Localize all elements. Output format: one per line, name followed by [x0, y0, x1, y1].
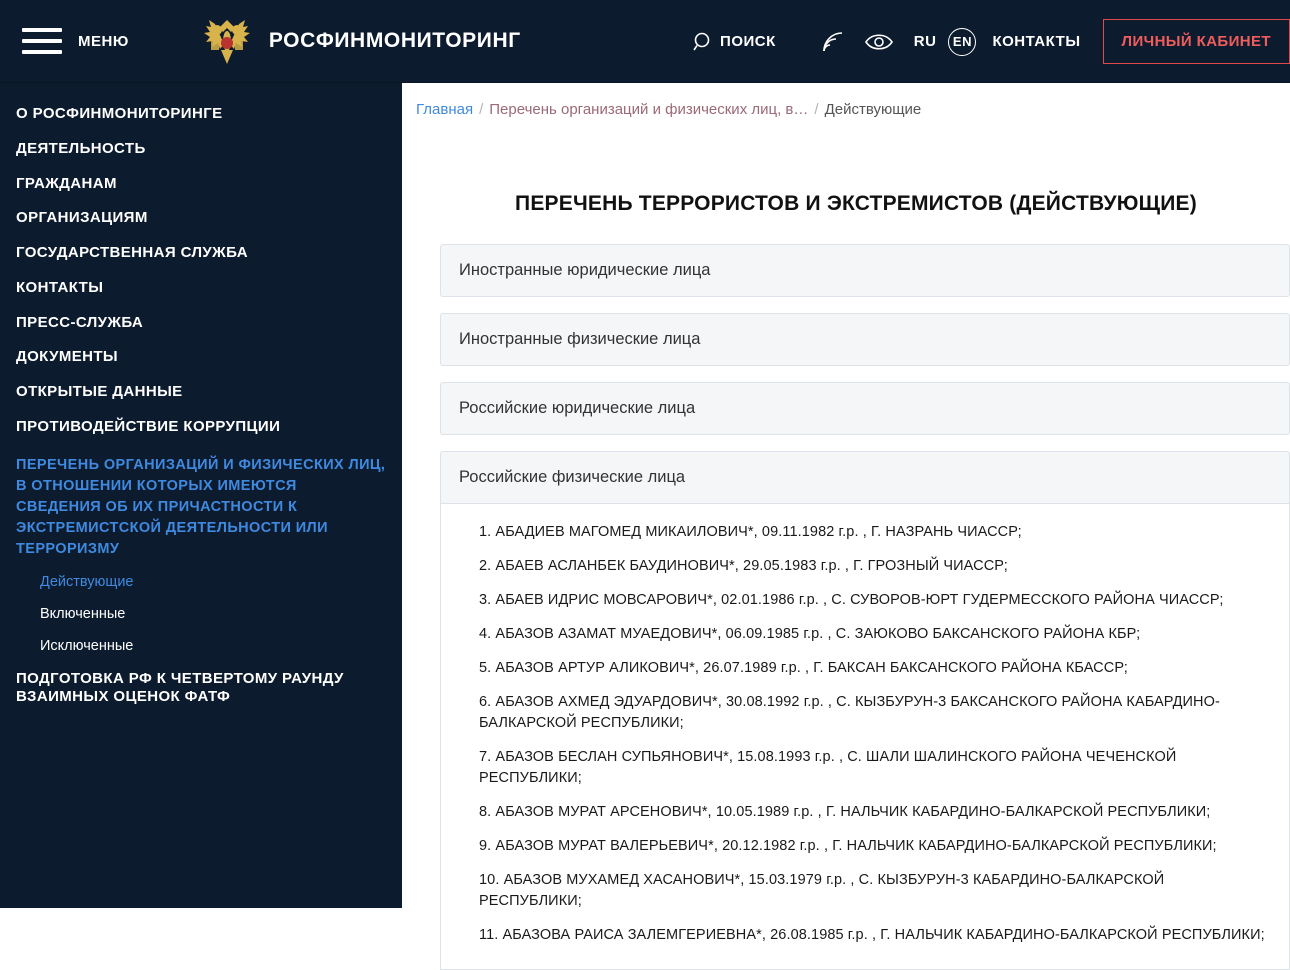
sidebar-item-press[interactable]: ПРЕСС-СЛУЖБА [16, 313, 144, 331]
sidebar-item-open-data[interactable]: ОТКРЫТЫЕ ДАННЫЕ [16, 383, 183, 400]
sidebar-item-list-of-persons[interactable]: ПЕРЕЧЕНЬ ОРГАНИЗАЦИЙ И ФИЗИЧЕСКИХ ЛИЦ, В ОТНОШЕНИИ КОТОРЫХ ИМЕЮТСЯ СВЕДЕНИЯ ОБ ИХ ПРИЧАСТНОСТИ К ЭКСТРЕМИСТСКОЙ ДЕЯТЕЛЬНОСТИ ИЛИ ТЕРРОРИЗМУ [16, 456, 386, 557]
accordion-foreign-individuals[interactable]: Иностранные физические лица [440, 313, 1290, 366]
list-item: 3. АБАЕВ ИДРИС МОВСАРОВИЧ*, 02.01.1986 г.р. , С. СУВОРОВ-ЮРТ ГУДЕРМЕССКОГО РАЙОНА ЧИАССР; [479, 592, 1224, 609]
lang-switch-en[interactable]: EN [948, 28, 976, 56]
accordion-foreign-legal-entities[interactable]: Иностранные юридические лица [440, 244, 1290, 297]
menu-burger-icon[interactable] [22, 28, 62, 54]
accordion-russian-legal-entities[interactable]: Российские юридические лица [440, 382, 1290, 435]
breadcrumb-home[interactable]: Главная [416, 101, 474, 118]
search-label: ПОИСК [720, 33, 776, 50]
sidebar-item-organizations[interactable]: ОРГАНИЗАЦИЯМ [16, 209, 148, 227]
content-card [422, 142, 1290, 970]
search-icon [692, 30, 716, 54]
list-item: 5. АБАЗОВ АРТУР АЛИКОВИЧ*, 26.07.1989 г.р. , Г. БАКСАН БАКСАНСКОГО РАЙОНА КБАССР; [479, 660, 1128, 677]
eye-icon[interactable] [864, 31, 894, 53]
site-header [0, 0, 1290, 83]
sidebar-item-civil-service[interactable]: ГОСУДАРСТВЕННАЯ СЛУЖБА [16, 244, 248, 261]
breadcrumb-separator-1: / [479, 101, 484, 118]
page-body [0, 83, 1290, 944]
double-eagle-emblem-icon [197, 10, 257, 72]
sidebar-item-anticorruption[interactable]: ПРОТИВОДЕЙСТВИЕ КОРРУПЦИИ [16, 417, 281, 435]
list-item: 1. АБАДИЕВ МАГОМЕД МИКАИЛОВИЧ*, 09.11.1982 г.р. , Г. НАЗРАНЬ ЧИАССР; [479, 524, 1022, 541]
sidebar-item-about[interactable]: О РОСФИНМОНИТОРИНГЕ [16, 105, 223, 122]
personal-cabinet-button[interactable]: ЛИЧНЫЙ КАБИНЕТ [1103, 19, 1290, 64]
sidebar-item-documents[interactable]: ДОКУМЕНТЫ [16, 348, 118, 366]
accordion-list [422, 244, 1290, 970]
sidebar-subitem-excluded[interactable]: Исключенные [40, 637, 134, 654]
lang-switch-ru[interactable]: RU [913, 33, 937, 50]
accordion-panel-russian-individuals [440, 504, 1290, 970]
logo-block[interactable] [197, 10, 521, 72]
main-content [402, 83, 1290, 944]
sidebar-subitem-active[interactable]: Действующие [40, 573, 134, 590]
list-item: 10. АБАЗОВ МУХАМЕД ХАСАНОВИЧ*, 15.03.1979 г.р. , С. КЫЗБУРУН-3 КАБАРДИНО-БАЛКАРСКОЙ РЕСПУБЛИКИ; [479, 872, 1165, 910]
list-item: 11. АБАЗОВА РАИСА ЗАЛЕМГЕРИЕВНА*, 26.08.1985 г.р. , Г. НАЛЬЧИК КАБАРДИНО-БАЛКАРСКОЙ РЕСПУБЛИКИ; [479, 927, 1265, 944]
contacts-link[interactable]: КОНТАКТЫ [992, 33, 1081, 50]
sidebar-item-activity[interactable]: ДЕЯТЕЛЬНОСТЬ [16, 139, 146, 157]
breadcrumb [402, 83, 1290, 118]
menu-label[interactable]: МЕНЮ [78, 32, 129, 50]
breadcrumb-separator-2: / [814, 101, 819, 118]
page-title: ПЕРЕЧЕНЬ ТЕРРОРИСТОВ И ЭКСТРЕМИСТОВ (ДЕЙСТВУЮЩИЕ) [515, 192, 1197, 216]
list-item: 9. АБАЗОВ МУРАТ ВАЛЕРЬЕВИЧ*, 20.12.1982 г.р. , Г. НАЛЬЧИК КАБАРДИНО-БАЛКАРСКОЙ РЕСПУБЛИКИ; [479, 838, 1217, 855]
list-item: 7. АБАЗОВ БЕСЛАН СУПЬЯНОВИЧ*, 15.08.1993 г.р. , С. ШАЛИ ШАЛИНСКОГО РАЙОНА ЧЕЧЕНСКОЙ РЕСПУБЛИКИ; [479, 749, 1177, 787]
breadcrumb-section[interactable]: Перечень организаций и физических лиц, в… [489, 101, 809, 118]
list-item: 4. АБАЗОВ АЗАМАТ МУАЕДОВИЧ*, 06.09.1985 г.р. , С. ЗАЮКОВО БАКСАНСКОГО РАЙОНА КБР; [479, 626, 1141, 643]
rss-icon[interactable] [820, 29, 846, 55]
accordion-russian-individuals[interactable]: Российские физические лица [440, 451, 1290, 504]
list-item: 8. АБАЗОВ МУРАТ АРСЕНОВИЧ*, 10.05.1989 г.р. , Г. НАЛЬЧИК КАБАРДИНО-БАЛКАРСКОЙ РЕСПУБЛИКИ; [479, 804, 1211, 821]
sidebar-nav [0, 83, 402, 908]
sidebar-item-fatf[interactable]: ПОДГОТОВКА РФ К ЧЕТВЕРТОМУ РАУНДУ ВЗАИМНЫХ ОЦЕНОК ФАТФ [16, 669, 344, 706]
search-button[interactable] [692, 30, 776, 54]
header-actions [692, 0, 1290, 83]
list-item: 6. АБАЗОВ АХМЕД ЭДУАРДОВИЧ*, 30.08.1992 г.р. , С. КЫЗБУРУН-3 БАКСАНСКОГО РАЙОНА КАБАРДИНО-БАЛКАРСКОЙ РЕСПУБЛИКИ; [479, 694, 1220, 732]
logo-text: РОСФИНМОНИТОРИНГ [268, 29, 521, 52]
sidebar-item-contacts[interactable]: КОНТАКТЫ [16, 278, 104, 296]
sidebar-subitem-included[interactable]: Включенные [40, 605, 126, 622]
list-item: 2. АБАЕВ АСЛАНБЕК БАУДИНОВИЧ*, 29.05.1983 г.р. , Г. ГРОЗНЫЙ ЧИАССР; [479, 558, 1008, 575]
breadcrumb-current: Действующие [824, 101, 922, 118]
sidebar-item-citizens[interactable]: ГРАЖДАНАМ [16, 174, 117, 192]
